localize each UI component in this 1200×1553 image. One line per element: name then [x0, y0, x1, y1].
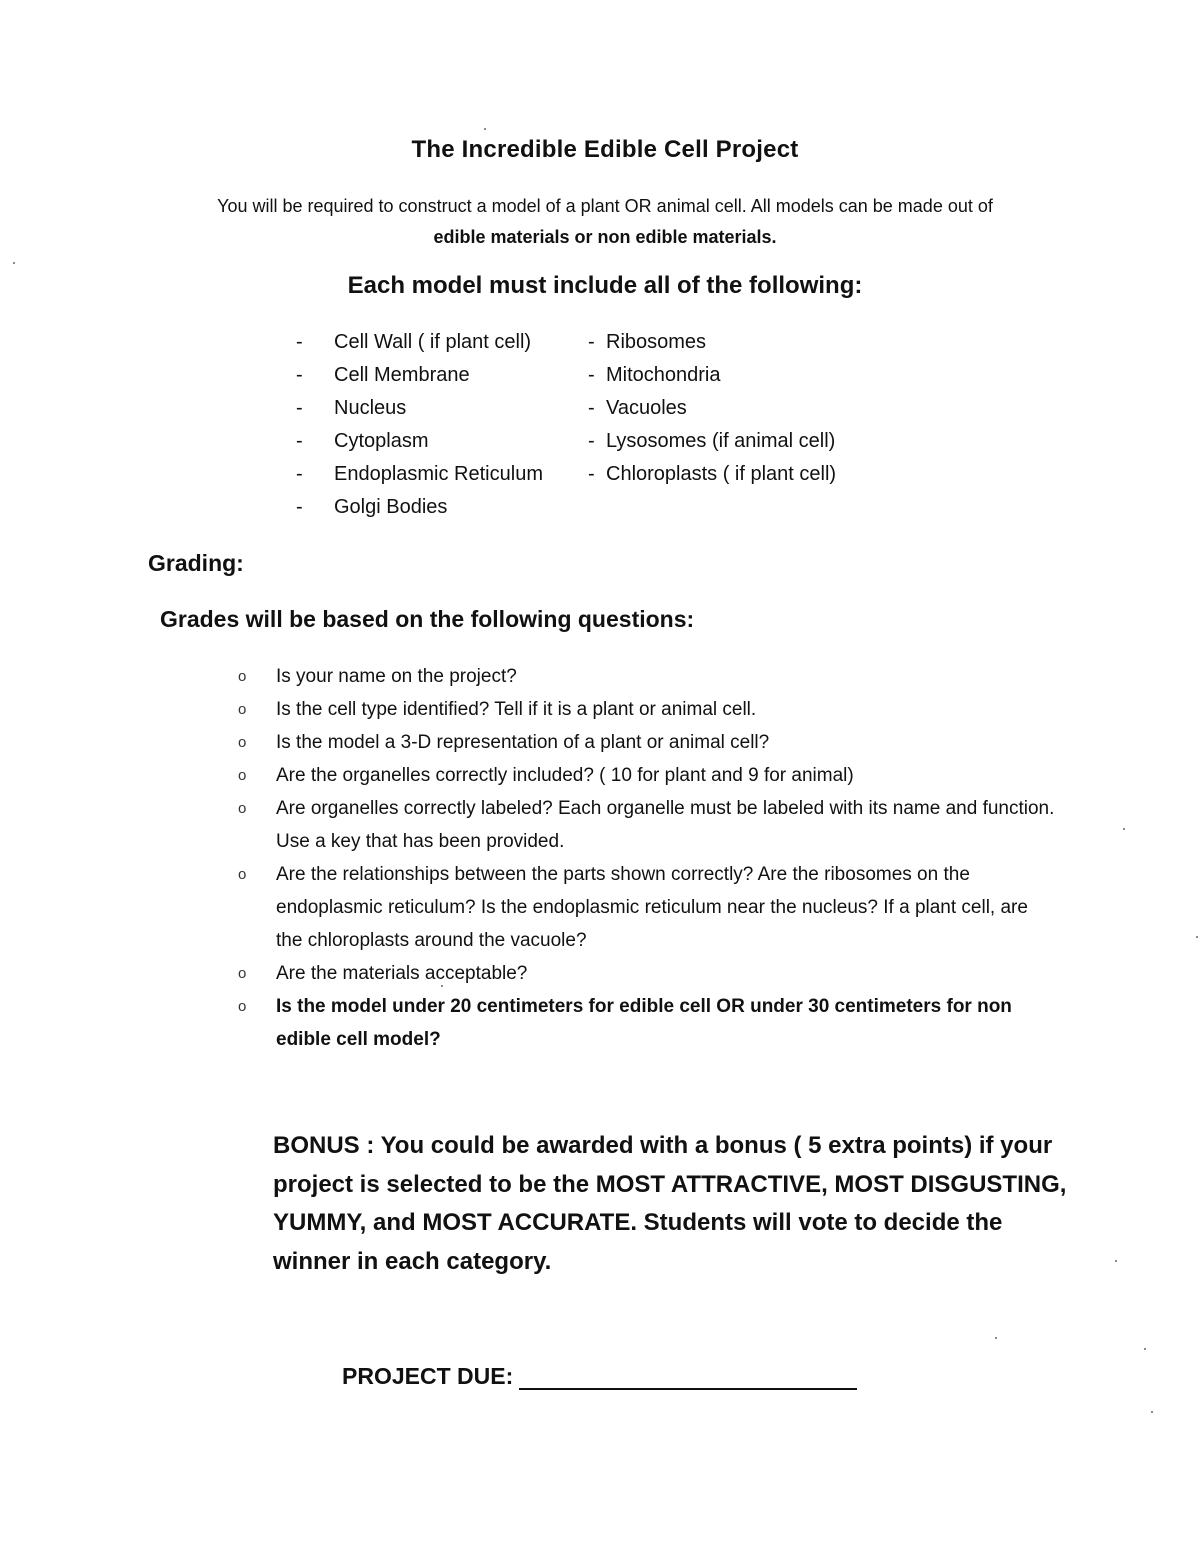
- dash-bullet: -: [296, 364, 303, 386]
- scan-speck: [995, 1337, 997, 1339]
- list-item: [236, 957, 1056, 990]
- intro-line-1: You will be required to construct a model of a plant OR animal cell. All models can be made out of: [217, 196, 993, 216]
- question-text: Is the model a 3-D representation of a plant or animal cell?: [276, 732, 770, 753]
- scan-speck: [1151, 1411, 1153, 1413]
- circle-bullet-icon: o: [238, 998, 247, 1015]
- question-text: Is your name on the project?: [276, 666, 517, 687]
- document-title: The Incredible Edible Cell Project: [411, 136, 799, 163]
- circle-bullet-icon: o: [238, 767, 247, 784]
- intro-line-2: edible materials or non edible materials.: [433, 227, 777, 247]
- list-item: [588, 359, 836, 392]
- organelle-label: Cytoplasm: [334, 430, 429, 452]
- grades-subheading: Grades will be based on the following questions:: [160, 606, 695, 632]
- scan-speck: [13, 262, 15, 264]
- list-item: [588, 392, 836, 425]
- dash-bullet: -: [296, 463, 303, 485]
- dash-bullet: -: [588, 397, 595, 419]
- organelle-label: Mitochondria: [606, 364, 721, 386]
- dash-bullet: -: [296, 496, 303, 518]
- organelle-label: Ribosomes: [606, 331, 707, 353]
- organelle-label: Cell Wall ( if plant cell): [334, 331, 532, 353]
- organelle-label: Golgi Bodies: [334, 496, 448, 518]
- question-text: Are the relationships between the parts shown correctly? Are the ribosomes on the endoplasmic reticulum? Is the endoplasmic reticulum near the nucleus? If a plant cell, are the chloroplasts around the vacuole?: [276, 864, 1028, 951]
- list-item: [236, 858, 1056, 957]
- scan-speck: [484, 128, 486, 130]
- list-item: [236, 660, 1056, 693]
- scan-speck: [1123, 828, 1125, 830]
- organelle-label: Nucleus: [334, 397, 407, 419]
- grading-questions-list: [236, 660, 1056, 1056]
- dash-bullet: -: [588, 463, 595, 485]
- list-item: [236, 990, 1056, 1056]
- project-due: [342, 1362, 857, 1390]
- organelle-label: Cell Membrane: [334, 364, 470, 386]
- organelle-label: Lysosomes (if animal cell): [606, 430, 836, 452]
- organelle-label: Chloroplasts ( if plant cell): [606, 463, 837, 485]
- organelle-label: Vacuoles: [606, 397, 687, 419]
- scan-speck: [441, 985, 443, 987]
- list-item: [296, 425, 543, 458]
- due-label: PROJECT DUE:: [342, 1363, 514, 1389]
- question-text: Is the model under 20 centimeters for edible cell OR under 30 centimeters for non edible cell model?: [276, 996, 1012, 1050]
- list-item: [296, 458, 543, 491]
- list-item: [236, 792, 1056, 858]
- list-item: [588, 425, 836, 458]
- dash-bullet: -: [588, 364, 595, 386]
- scan-speck: [1115, 1260, 1117, 1262]
- list-item: [236, 693, 1056, 726]
- list-item: [296, 491, 543, 524]
- circle-bullet-icon: o: [238, 866, 247, 883]
- list-item: [296, 359, 543, 392]
- intro-paragraph: [150, 191, 1060, 253]
- question-text: Are the materials acceptable?: [276, 963, 528, 984]
- circle-bullet-icon: o: [238, 734, 247, 751]
- scan-speck: [1196, 936, 1198, 938]
- dash-bullet: -: [588, 430, 595, 452]
- question-text: Are the organelles correctly included? ( 10 for plant and 9 for animal): [276, 765, 854, 786]
- scan-speck: [1144, 1348, 1146, 1350]
- due-date-blank: [519, 1362, 857, 1390]
- organelle-label: Endoplasmic Reticulum: [334, 463, 543, 485]
- list-item: [588, 326, 836, 359]
- question-text: Are organelles correctly labeled? Each organelle must be labeled with its name and function. Use a key that has been provided.: [276, 798, 1055, 852]
- dash-bullet: -: [588, 331, 595, 353]
- list-item: [236, 726, 1056, 759]
- dash-bullet: -: [296, 397, 303, 419]
- circle-bullet-icon: o: [238, 965, 247, 982]
- list-item: [236, 759, 1056, 792]
- bonus-paragraph: BONUS : You could be awarded with a bonus ( 5 extra points) if your project is selected to be the MOST ATTRACTIVE, MOST DISGUSTING, YUMMY, and MOST ACCURATE. Students will vote to decide the winner in each category.: [273, 1132, 1067, 1275]
- dash-bullet: -: [296, 430, 303, 452]
- grading-heading: Grading:: [148, 550, 244, 576]
- question-text: Is the cell type identified? Tell if it is a plant or animal cell.: [276, 699, 757, 720]
- circle-bullet-icon: o: [238, 701, 247, 718]
- organelle-list-left: [296, 326, 543, 524]
- list-item: [296, 326, 543, 359]
- organelle-list-right: [588, 326, 836, 491]
- list-item: [296, 392, 543, 425]
- circle-bullet-icon: o: [238, 668, 247, 685]
- dash-bullet: -: [296, 331, 303, 353]
- requirements-heading: Each model must include all of the following:: [347, 272, 863, 299]
- circle-bullet-icon: o: [238, 800, 247, 817]
- list-item: [588, 458, 836, 491]
